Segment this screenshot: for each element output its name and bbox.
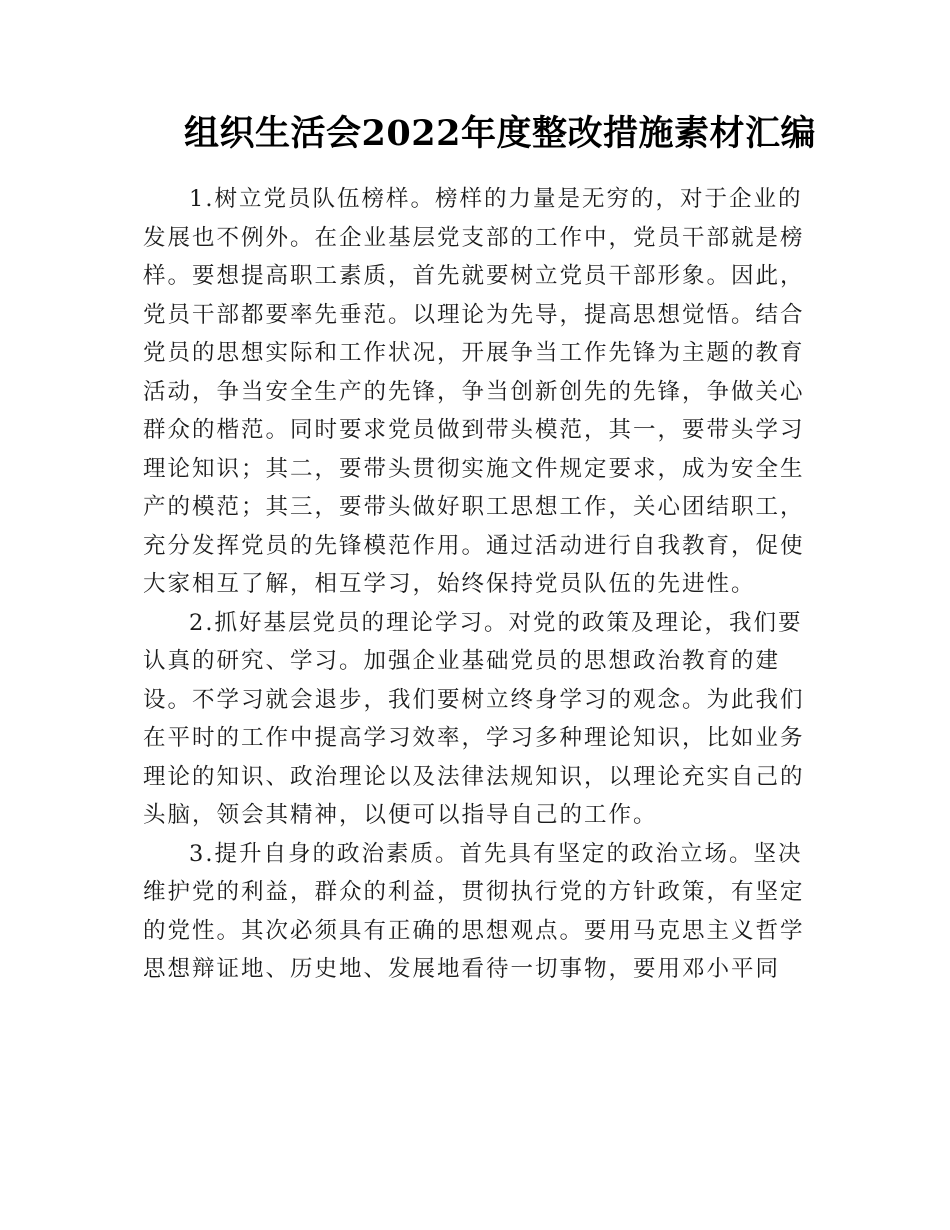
paragraph-2-line-3: 设。不学习就会退步，我们要树立终身学习的观念。为此我们 (143, 686, 805, 713)
paragraph-1-line-10: 充分发挥党员的先锋模范作用。通过活动进行自我教育，促使 (143, 532, 805, 559)
paragraph-1-line-9: 产的模范；其三，要带头做好职工思想工作，关心团结职工， (143, 494, 805, 520)
paragraph-1-line-1: 1.树立党员队伍榜样。榜样的力量是无穷的，对于企业的 (189, 186, 803, 212)
paragraph-2-line-1: 2.抓好基层党员的理论学习。对党的政策及理论，我们要 (189, 609, 803, 636)
paragraph-3-line-4: 思想辩证地、历史地、发展地看待一切事物，要用邓小平同 (143, 956, 781, 982)
paragraph-1-line-6: 活动，争当安全生产的先锋，争当创新创先的先锋，争做关心 (143, 378, 805, 405)
paragraph-1-line-3: 样。要想提高职工素质，首先就要树立党员干部形象。因此， (143, 263, 805, 289)
document-title: 组织生活会2022年度整改措施素材汇编 (184, 113, 816, 154)
paragraph-1-line-5: 党员的思想实际和工作状况，开展争当工作先锋为主题的教育 (143, 340, 805, 366)
paragraph-2-line-6: 头脑，领会其精神，以便可以指导自己的工作。 (143, 802, 658, 828)
paragraph-3-line-3: 的党性。其次必须具有正确的思想观点。要用马克思主义哲学 (143, 917, 805, 944)
paragraph-2-line-4: 在平时的工作中提高学习效率，学习多种理论知识，比如业务 (143, 725, 805, 751)
document-body (143, 180, 813, 989)
paragraph-1-line-7: 群众的楷范。同时要求党员做到带头模范，其一，要带头学习 (143, 417, 805, 443)
paragraph-1-line-4: 党员干部都要率先垂范。以理论为先导，提高思想觉悟。结合 (143, 301, 805, 328)
paragraph-1-line-8: 理论知识；其二，要带头贯彻实施文件规定要求，成为安全生 (143, 455, 805, 482)
paragraph-3-line-2: 维护党的利益，群众的利益，贯彻执行党的方针政策，有坚定 (143, 879, 805, 905)
paragraph-3-line-1: 3.提升自身的政治素质。首先具有坚定的政治立场。坚决 (189, 840, 803, 867)
paragraph-2-line-5: 理论的知识、政治理论以及法律法规知识，以理论充实自己的 (143, 763, 805, 790)
paragraph-1-line-11: 大家相互了解，相互学习，始终保持党员队伍的先进性。 (143, 571, 756, 597)
paragraph-2-line-2: 认真的研究、学习。加强企业基础党员的思想政治教育的建 (143, 648, 781, 674)
paragraph-1-line-2: 发展也不例外。在企业基层党支部的工作中，党员干部就是榜 (143, 224, 805, 251)
